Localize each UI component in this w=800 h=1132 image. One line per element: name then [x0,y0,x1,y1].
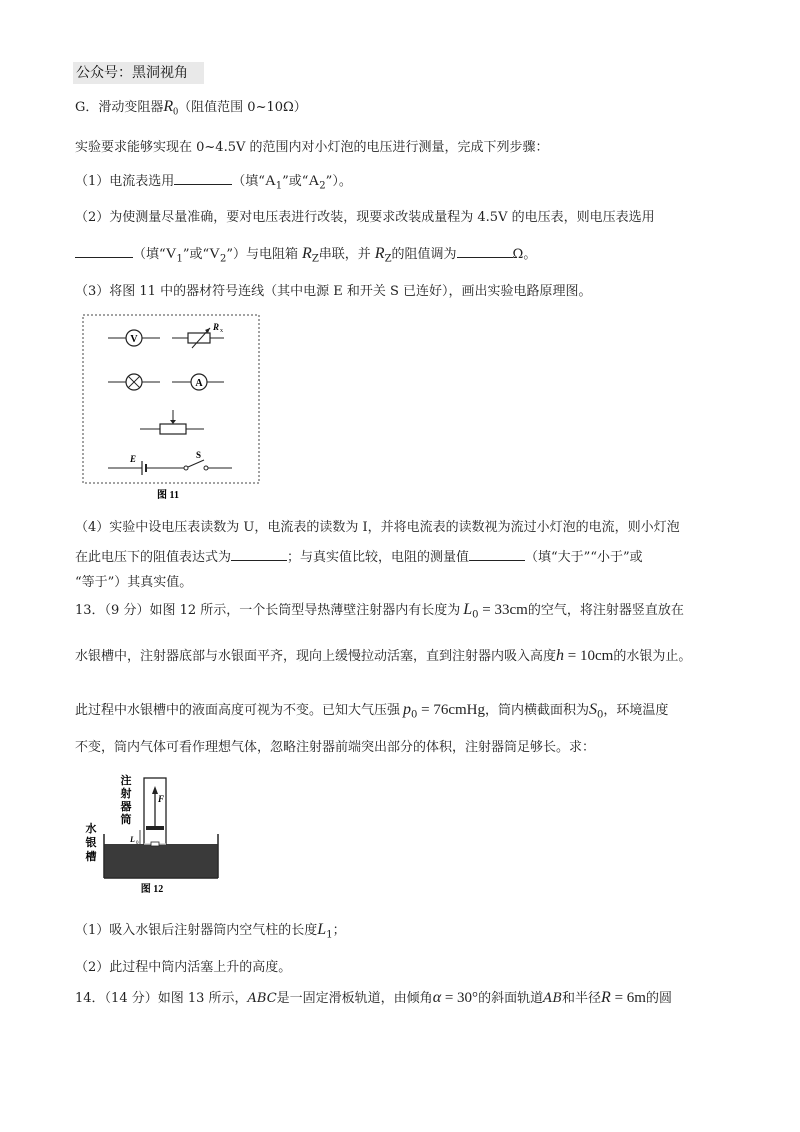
q13-b: 的空气，将注射器竖直放在 [527,603,684,618]
step4-line2b: ；与真实值比较，电阻的测量值 [287,550,470,565]
figure-12 [82,772,228,896]
watermark: 公众号：黑洞视角 [73,62,204,84]
battery-switch-symbol [108,450,232,475]
q13-part2: （2）此过程中筒内活塞上升的高度。 [75,960,292,975]
q13-L0-sub: 0 [472,609,479,621]
step2-opt2: V [209,246,221,262]
syringe-piston [146,826,164,830]
syringe-label-1: 注 [120,775,132,787]
step4-line2 [75,546,643,568]
q13-line2 [75,646,691,667]
rz-sub-2: Z [384,253,392,265]
step2-d: 串联，并 [318,247,371,262]
ammeter-label: A [195,378,203,389]
q13-L0: L [463,601,473,618]
tank-label-3: 槽 [85,851,97,863]
fig12-L0: L [130,835,135,844]
syringe-tip [151,842,159,846]
q13-part1-a: （1）吸入水银后注射器筒内空气柱的长度 [75,923,318,938]
q13-a: 13．（9 分）如图 12 所示，一个长筒型导热薄壁注射器内有长度为 [75,603,461,618]
syringe-label-3: 器 [120,801,132,813]
q14-b: 是一固定滑板轨道，由倾角 [276,991,433,1006]
item-g-prefix: G．滑动变阻器 [75,100,164,115]
figure-11-border [83,315,259,483]
q14-e: 的圆 [645,991,672,1006]
q14-a: 14．（14 分）如图 13 所示， [75,991,248,1006]
switch-label: S [196,450,202,460]
mercury [105,844,218,878]
q13-line4: 不变，筒内气体可看作理想气体，忽略注射器前端突出部分的体积，注射器筒足够长。求： [75,740,596,755]
q13-line2a: 水银槽中，注射器底部与水银面平齐，现向上缓慢拉动活塞，直到注射器内吸入高度 [75,649,557,664]
q14-line1 [75,988,672,1009]
syringe-label-4: 筒 [120,814,132,826]
q13-L1-sub: 1 [326,929,333,941]
q14-c: 的斜面轨道 [478,991,544,1006]
voltmeter-label: V [130,334,138,345]
force-label: F [158,794,165,804]
q13-line3c: ，环境温度 [603,703,669,718]
step4-line2c: （填“大于”“小于”或 [525,550,643,565]
step1-answer-blank[interactable] [174,170,232,185]
step1-opt1-sub: 1 [275,180,283,192]
step2-b: ”或“ [182,247,210,262]
step4-line3: “等于”）其真实值。 [75,575,193,590]
battery-label: E [130,454,137,464]
step1-a: （1）电流表选用 [75,174,175,189]
step2-opt1: V [165,246,177,262]
q13-L0-value: = 33cm [478,602,528,618]
step3-text: （3）将图 11 中的器材符号连线（其中电源 E 和开关 S 已连好），画出实验电路原理图。 [75,284,592,299]
tank-label-2: 银 [85,837,97,849]
step2-a: （填“ [133,247,166,262]
step1-opt2-sub: 2 [319,180,326,192]
step4-expression-blank[interactable] [231,546,287,561]
step1-opt2: A [308,173,320,189]
step1-b: （填“ [232,174,265,189]
rz-symbol-2: R [374,245,385,262]
item-g [75,97,307,123]
q13-part1-b: ； [332,923,346,938]
q13-line3a: 此过程中水银槽中的液面高度可视为不变。已知大气压强 [75,703,401,718]
q13-h: h [556,647,565,664]
requirement-text: 实验要求能够实现在 0~4.5V 的范围内对小灯泡的电压进行测量，完成下列步骤： [75,140,549,155]
step2-c: ”）与电阻箱 [226,247,299,262]
step4-line1: （4）实验中设电压表读数为 U，电流表的读数为 I，并将电流表的读数视为流过小灯泡的电流，则小灯泡 [75,520,680,535]
step1 [75,170,352,197]
tank-label-1: 水 [85,823,97,835]
q13-S0-sub: 0 [597,709,604,721]
q13-p0: p [403,701,412,718]
step2-opt2-sub: 2 [220,253,227,265]
rx-sub: x [220,328,223,334]
q13-p0-value: = 76cmHg [417,702,486,718]
figure-12-caption: 图 12 [140,884,164,895]
step2-line2 [75,243,536,270]
step1-d: ”）。 [325,174,352,189]
figure-11-caption: 图 11 [157,490,179,501]
ammeter-symbol [172,374,224,390]
q14-abc: ABC [247,991,277,1006]
q14-alpha-value: = 30° [441,990,479,1006]
lamp-symbol [108,374,160,390]
q14-ab: AB [543,991,563,1006]
item-g-range: （阻值范围 0~10Ω） [178,100,307,115]
step4-comparison-blank[interactable] [469,546,525,561]
step2-line1: （2）为使测量尽量准确，要对电压表进行改装，现要求改装成量程为 4.5V 的电压表，则电压表选用 [75,210,655,225]
fig12-L0-sub: 0 [136,841,139,846]
rx-label: R [213,322,220,332]
voltmeter-symbol [108,330,160,346]
rz-sub: Z [311,253,319,265]
q14-R-value: = 6m [610,990,646,1006]
step2-voltmeter-blank[interactable] [75,243,133,258]
step4-line2a: 在此电压下的阻值表达式为 [75,550,232,565]
rz-symbol: R [302,245,312,262]
figure-11 [80,312,262,502]
q13-p0-sub: 0 [411,709,418,721]
q13-line3 [75,700,668,726]
slide-rheostat-symbol [140,410,204,434]
q13-part1 [75,920,346,946]
q14-d: 和半径 [562,991,602,1006]
step1-c: ”或“ [282,174,309,189]
syringe-label-2: 射 [120,788,132,800]
q14-R: R [601,989,611,1006]
q13-line3b: ，筒内横截面积为 [485,703,590,718]
q13-line1 [75,600,684,626]
variable-resistor-symbol [172,322,224,348]
r0-sub: 0 [173,106,179,118]
q13-S0: S [589,701,598,718]
step1-opt1: A [264,173,276,189]
q13-L1: L [317,921,327,938]
step2-resistance-blank[interactable] [457,243,513,258]
step2-unit: Ω。 [512,247,537,262]
step2-e: 的阻值调为 [391,247,457,262]
step2-opt1-sub: 1 [176,253,183,265]
q14-alpha: α [432,989,442,1006]
q13-line2b: 的水银为止。 [613,649,692,664]
q13-h-value: = 10cm [564,648,614,664]
r0-symbol: R [163,98,174,115]
